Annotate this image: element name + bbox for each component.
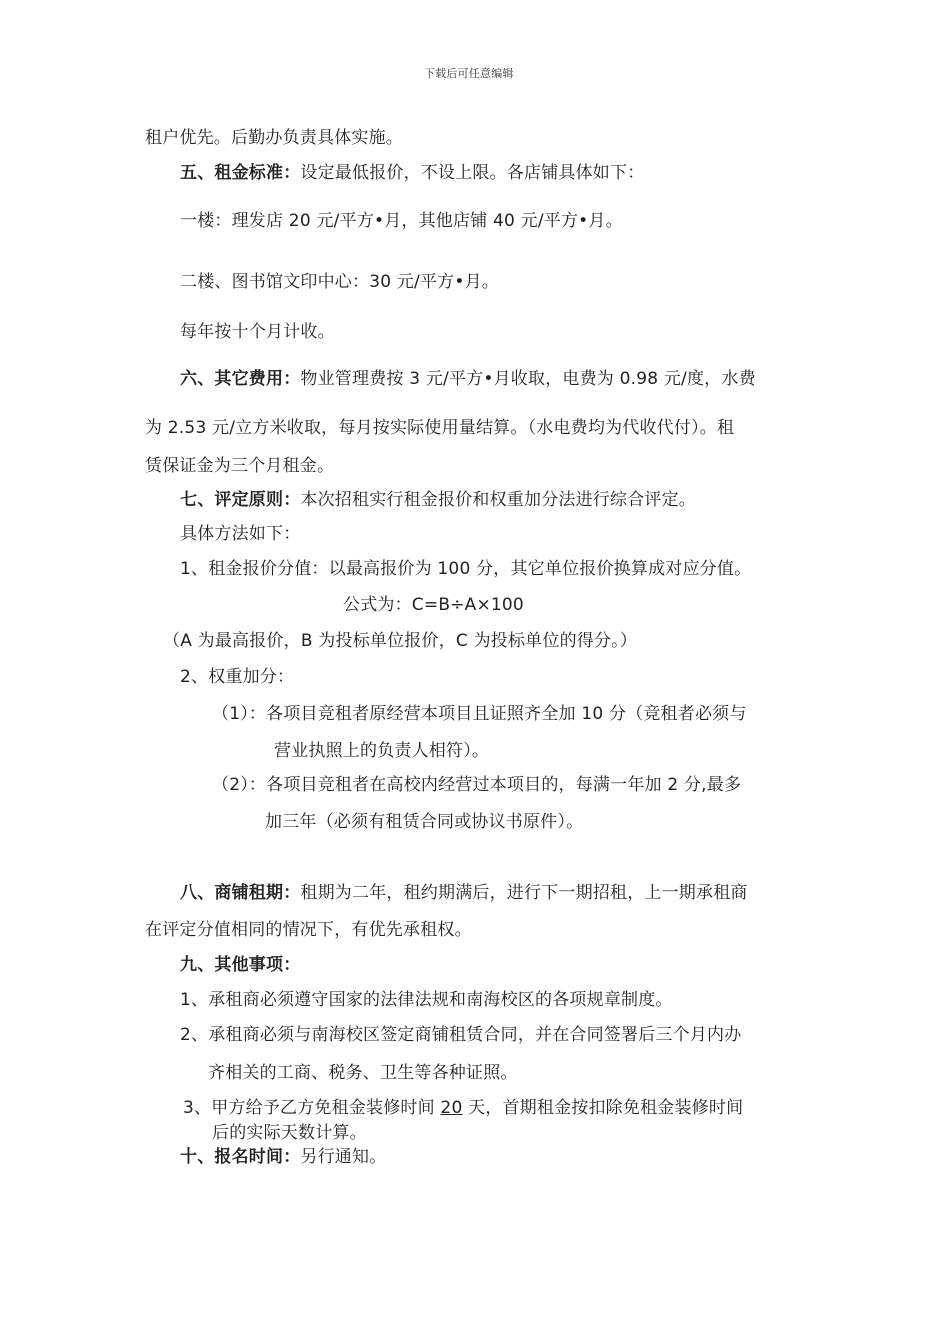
list-item: 2、权重加分： [180,667,295,687]
paragraph-line: 一楼：理发店 20 元/平方•月，其他店铺 40 元/平方•月。 [180,211,623,231]
section-7 [180,488,696,512]
section-heading: 七、评定原则： [180,490,301,510]
paragraph-line: 二楼、图书馆文印中心：30 元/平方•月。 [180,272,499,292]
section-text: 设定最低报价，不设上限。各店铺具体如下： [300,163,645,183]
paragraph-line: 后的实际天数计算。 [212,1123,367,1143]
list-item [183,1096,743,1120]
list-item: 2、承租商必须与南海校区签定商铺租赁合同，并在合同签署后三个月内办 [180,1025,742,1045]
section-heading: 六、其它费用： [180,369,301,389]
list-item: 1、承租商必须遵守国家的法律法规和南海校区的各项规章制度。 [180,990,673,1010]
section-text: 另行通知。 [300,1147,387,1167]
paragraph-line: 每年按十个月计收。 [180,322,335,342]
section-5 [180,161,644,185]
paragraph-line: 赁保证金为三个月租金。 [145,456,335,476]
section-9 [180,953,300,977]
paragraph-line: 具体方法如下： [180,524,301,544]
page-header: 下载后可任意编辑 [424,67,514,80]
section-8 [180,881,748,905]
section-heading: 九、其他事项： [180,955,301,975]
sub-item: （1）：各项目竞租者原经营本项目且证照齐全加 10 分（竞租者必须与 [212,704,747,724]
list-item: 1、租金报价分值：以最高报价为 100 分，其它单位报价换算成对应分值。 [180,559,752,579]
section-text: 租期为二年，租约期满后，进行下一期招租，上一期承租商 [300,883,748,903]
section-heading: 八、商铺租期： [180,883,301,903]
section-heading: 五、租金标准： [180,163,301,183]
paragraph-line: 为 2.53 元/立方米收取，每月按实际使用量结算。（水电费均为代收代付）。租 [145,418,735,438]
item-text: 3、甲方给予乙方免租金装修时间 [183,1098,441,1118]
paragraph-line: 加三年（必须有租赁合同或协议书原件）。 [265,812,584,832]
paragraph-line: 在评定分值相同的情况下，有优先承租权。 [145,920,472,940]
section-6 [180,367,756,391]
section-heading: 十、报名时间： [180,1147,301,1167]
underlined-days: 20 [440,1098,463,1118]
paragraph-line: 租户优先。后勤办负责具体实施。 [145,128,403,148]
section-10 [180,1145,386,1169]
paragraph-line: 营业执照上的负责人相符）。 [274,741,490,761]
formula: 公式为：C=B÷A×100 [343,595,524,615]
formula-note: （A 为最高报价，B 为投标单位报价，C 为投标单位的得分。） [163,631,638,651]
section-text: 本次招租实行租金报价和权重加分法进行综合评定。 [300,490,697,510]
section-text: 物业管理费按 3 元/平方•月收取，电费为 0.98 元/度，水费 [300,369,756,389]
item-text: 天，首期租金按扣除免租金装修时间 [462,1098,744,1118]
paragraph-line: 齐相关的工商、税务、卫生等各种证照。 [208,1063,518,1083]
sub-item: （2）：各项目竞租者在高校内经营过本项目的，每满一年加 2 分,最多 [212,775,742,795]
